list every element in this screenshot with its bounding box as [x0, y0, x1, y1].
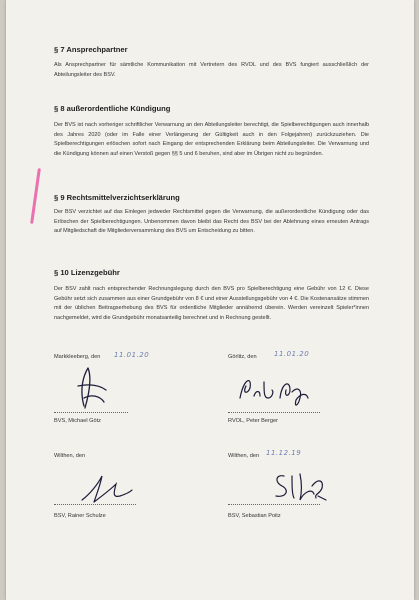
- section-7-heading: § 7 Ansprechpartner: [54, 45, 128, 54]
- signature-peter-berger: [234, 372, 314, 412]
- section-9-heading: § 9 Rechtsmittelverzichtserklärung: [54, 193, 180, 202]
- place-date-label-rvol-berger: Görlitz, den: [228, 354, 257, 360]
- signature-line-bvs-goetz: [54, 412, 128, 413]
- signature-michael-goetz: [58, 364, 128, 412]
- signer-name-rvol-berger: RVOL, Peter Berger: [228, 418, 278, 424]
- signature-line-rvol-berger: [228, 412, 320, 413]
- place-date-label-bsv-schulze: Wilthen, den: [54, 453, 86, 459]
- signer-name-bsv-poitz: BSV, Sebastian Poitz: [228, 513, 281, 519]
- section-10-body: Der BSV zahlt nach entsprechender Rechnungslegung durch den BVS pro Spielberechtigung eine Gebühr von 12 €. Diese Gebühr setzt sich zusammen aus einer Grundgebühr von 8 € und einer Ausstellungsgebühr von 4 €. Die Kostenansätze stimmen mit der üblichen Beitragserhebung des BVS für ordentliche Mitglieder annähernd überein. Werden vereinzelt Spieler*innen nachgemeldet, wird die Grundgebühr monatsanteilig berechnet und in Rechnung gestellt.: [54, 286, 369, 322]
- handwritten-date-bvs-goetz: 11.01.20: [114, 351, 150, 359]
- signer-name-bsv-schulze: BSV, Rainer Schulze: [54, 513, 106, 519]
- handwritten-date-bsv-poitz: 11.12.19: [266, 449, 302, 457]
- signature-line-bsv-schulze: [54, 504, 136, 505]
- section-10-heading: § 10 Lizenzgebühr: [54, 268, 120, 277]
- signer-name-bvs-goetz: BVS, Michael Götz: [54, 418, 101, 424]
- signature-line-bsv-poitz: [228, 504, 320, 505]
- highlighter-mark: [30, 168, 41, 224]
- place-date-label-bsv-poitz: Wilthen, den: [228, 453, 260, 459]
- section-7-body: Als Ansprechpartner für sämtliche Kommunikation mit Vertretern des RVOL und des BVS fungiert ausschließlich der Abteilungsleiter des BSV.: [54, 62, 369, 78]
- section-9-body: Der BSV verzichtet auf das Einlegen jedweder Rechtsmittel gegen die Verwarnung, die außerordentliche Kündigung oder das Erlöschen der Spielberechtigungen. Unbenommen davon bleibt das Recht des BSV bei der Ablehnung eines erneuten Antrags auf Mitgliedschaft die Mitgliederversammlung des BVS um Entscheidung zu bitten.: [54, 209, 369, 235]
- signature-rainer-schulze: [76, 470, 136, 506]
- section-8-body: Der BVS ist nach vorheriger schriftlicher Verwarnung an den Abteilungsleiter berechtigt, die Spielberechtigungen auch innerhalb des Jahres 2020 (oder im Falle einer Verlängerung der Gültigkeit auch in den Folgejahren) zurückzuziehen. Die Spielberechtigungen erlöschen sofort nach Eingang der entsprechenden Erklärung beim Abteilungsleiter. Die Verwarnung und die Kündigung können auf einen Verstoß gegen §§ 5 und 6 beruhen, sind aber im Übrigen nicht zu begründen.: [54, 122, 369, 158]
- section-8-heading: § 8 außerordentliche Kündigung: [54, 104, 171, 113]
- signature-sebastian-poitz: [268, 468, 330, 504]
- place-date-label-bvs-goetz: Markkleeberg, den: [54, 354, 101, 360]
- document-page: [6, 0, 414, 600]
- handwritten-date-rvol-berger: 11.01.20: [274, 350, 310, 358]
